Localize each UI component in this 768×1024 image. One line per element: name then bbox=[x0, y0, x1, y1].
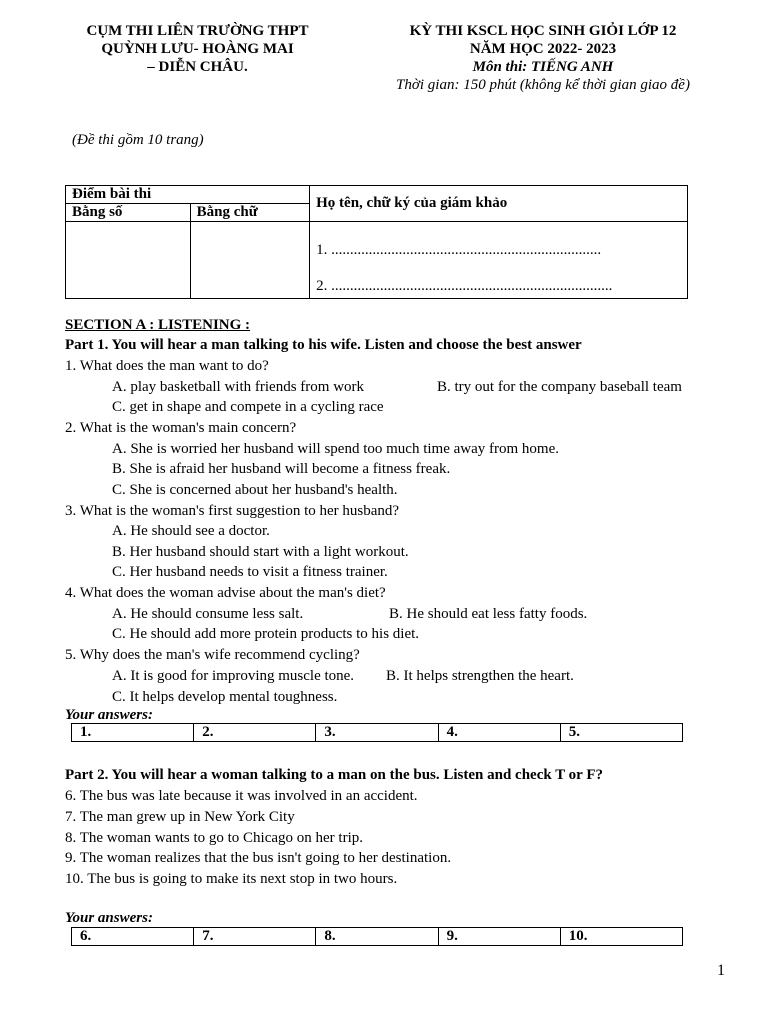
part2-answer-grid bbox=[71, 927, 683, 946]
q3-option-b[interactable]: B. Her husband should start with a light workout. bbox=[112, 544, 409, 560]
examiner-line-1[interactable]: 1. ........................................................................ bbox=[316, 242, 602, 258]
part2-title: Part 2. You will hear a woman talking to a man on the bus. Listen and check T or F? bbox=[65, 767, 603, 783]
question-3: 3. What is the woman's first suggestion to her husband? bbox=[65, 503, 400, 519]
score-by-number-label: Bằng số bbox=[66, 204, 191, 222]
exam-subject: Môn thi: TIẾNG ANH bbox=[472, 59, 614, 75]
answer-cell-10[interactable]: 10. bbox=[560, 928, 682, 946]
school-cluster-header bbox=[40, 22, 355, 76]
statement-10: 10. The bus is going to make its next stop in two hours. bbox=[65, 871, 398, 887]
q1-option-c[interactable]: C. get in shape and compete in a cycling race bbox=[112, 399, 384, 415]
page-number: 1 bbox=[717, 962, 725, 979]
part2-answers-label: Your answers: bbox=[65, 910, 153, 926]
exam-duration: Thời gian: 150 phút (không kể thời gian giao đề) bbox=[396, 77, 690, 93]
answer-cell-3[interactable]: 3. bbox=[316, 724, 438, 742]
q1-option-a[interactable]: A. play basketball with friends from work bbox=[112, 379, 365, 395]
statement-9: 9. The woman realizes that the bus isn't going to her destination. bbox=[65, 850, 452, 866]
header-left-line-1: CỤM THI LIÊN TRƯỜNG THPT bbox=[86, 23, 309, 39]
q4-option-a[interactable]: A. He should consume less salt. bbox=[112, 606, 304, 622]
q5-option-a[interactable]: A. It is good for improving muscle tone. bbox=[112, 668, 355, 684]
answer-cell-5[interactable]: 5. bbox=[560, 724, 682, 742]
school-year: NĂM HỌC 2022- 2023 bbox=[469, 41, 617, 57]
question-2: 2. What is the woman's main concern? bbox=[65, 420, 297, 436]
exam-info-header bbox=[338, 22, 748, 94]
score-by-words-cell[interactable] bbox=[190, 222, 310, 299]
q1-option-b[interactable]: B. try out for the company baseball team bbox=[437, 379, 682, 395]
exam-title: KỲ THI KSCL HỌC SINH GIỎI LỚP 12 bbox=[409, 23, 677, 39]
header-left-line-3: – DIỄN CHÂU. bbox=[147, 59, 248, 75]
q2-option-b[interactable]: B. She is afraid her husband will become a fitness freak. bbox=[112, 461, 451, 477]
statement-7: 7. The man grew up in New York City bbox=[65, 809, 295, 825]
q2-option-c[interactable]: C. She is concerned about her husband's health. bbox=[112, 482, 398, 498]
score-label: Điểm bài thi bbox=[66, 186, 310, 204]
answer-cell-6[interactable]: 6. bbox=[72, 928, 194, 946]
q5-option-c[interactable]: C. It helps develop mental toughness. bbox=[112, 689, 338, 705]
part1-title: Part 1. You will hear a man talking to his wife. Listen and choose the best answer bbox=[65, 337, 582, 353]
answer-cell-7[interactable]: 7. bbox=[194, 928, 316, 946]
question-4: 4. What does the woman advise about the man's diet? bbox=[65, 585, 386, 601]
statement-8: 8. The woman wants to go to Chicago on her trip. bbox=[65, 830, 364, 846]
examiner-label: Họ tên, chữ ký của giám khảo bbox=[310, 186, 688, 222]
score-table bbox=[65, 185, 688, 299]
answer-cell-4[interactable]: 4. bbox=[438, 724, 560, 742]
section-a-heading: SECTION A : LISTENING : bbox=[65, 317, 251, 333]
score-by-number-cell[interactable] bbox=[66, 222, 191, 299]
score-by-words-label: Bằng chữ bbox=[190, 204, 310, 222]
question-1: 1. What does the man want to do? bbox=[65, 358, 269, 374]
examiner-line-2[interactable]: 2. ........................................................................... bbox=[316, 278, 613, 294]
part1-answers-label: Your answers: bbox=[65, 707, 153, 723]
q2-option-a[interactable]: A. She is worried her husband will spend too much time away from home. bbox=[112, 441, 559, 457]
q4-option-c[interactable]: C. He should add more protein products to his diet. bbox=[112, 626, 420, 642]
statement-6: 6. The bus was late because it was involved in an accident. bbox=[65, 788, 418, 804]
header-left-line-2: QUỲNH LƯU- HOÀNG MAI bbox=[101, 41, 294, 57]
question-5: 5. Why does the man's wife recommend cycling? bbox=[65, 647, 360, 663]
examiner-signature-cell bbox=[310, 222, 688, 299]
answer-cell-8[interactable]: 8. bbox=[316, 928, 438, 946]
q4-option-b[interactable]: B. He should eat less fatty foods. bbox=[389, 606, 588, 622]
q3-option-a[interactable]: A. He should see a doctor. bbox=[112, 523, 270, 539]
page-count-note: (Đề thi gồm 10 trang) bbox=[72, 132, 204, 148]
q5-option-b[interactable]: B. It helps strengthen the heart. bbox=[386, 668, 574, 684]
part1-answer-grid bbox=[71, 723, 683, 742]
answer-cell-1[interactable]: 1. bbox=[72, 724, 194, 742]
answer-cell-2[interactable]: 2. bbox=[194, 724, 316, 742]
q3-option-c[interactable]: C. Her husband needs to visit a fitness trainer. bbox=[112, 564, 388, 580]
answer-cell-9[interactable]: 9. bbox=[438, 928, 560, 946]
